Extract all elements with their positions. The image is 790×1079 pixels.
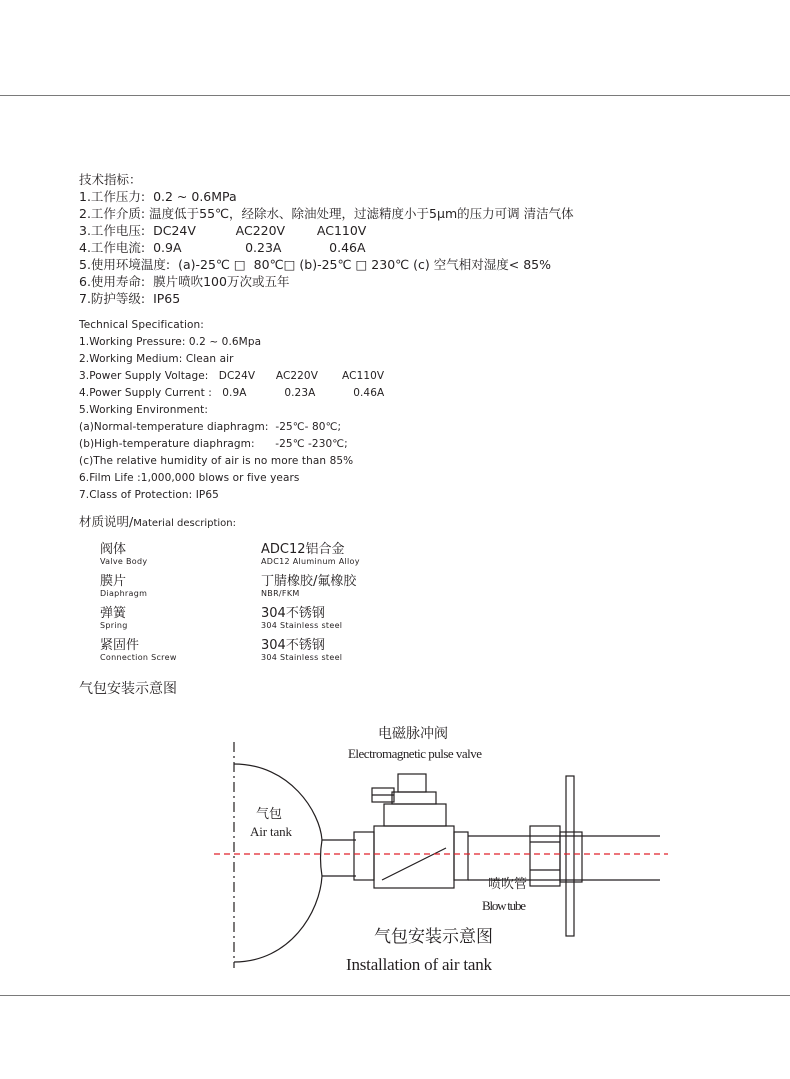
spec-en-line: 4.Power Supply Current : 0.9A 0.23A 0.46A — [79, 387, 385, 399]
part-name-en: Spring — [100, 621, 128, 630]
diagram-heading: 气包安装示意图 — [79, 681, 177, 697]
spec-en-line: (b)High-temperature diaphragm: -25℃ -230℃; — [79, 438, 348, 450]
valve-inlet-flange — [354, 832, 374, 880]
part-name-cn: 阀体 — [100, 542, 127, 557]
solenoid-coil — [398, 774, 426, 792]
coupling-sleeve — [560, 832, 582, 882]
material-part — [100, 542, 147, 566]
valve-label-en: Electromagnetic pulse valve — [348, 746, 482, 761]
spec-en-line: (c)The relative humidity of air is no more than 85% — [79, 455, 354, 467]
part-name-cn: 膜片 — [100, 574, 127, 589]
material-value — [261, 606, 342, 630]
valve-diagonal — [382, 848, 446, 880]
bottom-rule — [0, 995, 790, 996]
part-name-en: Connection Screw — [100, 653, 177, 662]
valve-cap-top — [392, 792, 436, 804]
tube-label-en: Blow tube — [482, 898, 526, 913]
spec-en-title: Technical Specification: — [79, 319, 204, 331]
spec-cn-line: 7.防护等级: IP65 — [79, 291, 181, 306]
material-title — [79, 512, 236, 530]
spec-en-line: 5.Working Environment: — [79, 404, 208, 416]
spec-cn-line: 5.使用环境温度: (a)-25℃ □ 80℃□ (b)-25℃ □ 230℃ (c) 空气相对湿度< 85% — [79, 257, 552, 272]
spec-en-line: 2.Working Medium: Clean air — [79, 353, 234, 365]
spec-en-line: 3.Power Supply Voltage: DC24V AC220V AC110V — [79, 370, 385, 382]
caption-en: Installation of air tank — [346, 955, 492, 974]
part-name-en: Valve Body — [100, 557, 148, 566]
material-en: ADC12 Aluminum Alloy — [261, 557, 360, 566]
material-cn: 丁腈橡胶/氟橡胶 — [261, 574, 357, 589]
spec-cn-line: 6.使用寿命: 膜片喷吹100万次或五年 — [79, 274, 290, 289]
part-name-cn: 弹簧 — [100, 606, 127, 621]
material-title-cn: 材质说明/ — [79, 514, 134, 529]
spec-en-line: 7.Class of Protection: IP65 — [79, 489, 219, 501]
valve-label-cn: 电磁脉冲阀 — [378, 727, 448, 742]
material-part — [100, 606, 128, 630]
part-name-cn: 紧固件 — [100, 638, 140, 653]
spec-en-line: (a)Normal-temperature diaphragm: -25℃- 80℃; — [79, 421, 342, 433]
material-cn: ADC12铝合金 — [261, 542, 345, 557]
tube-label-cn: 喷吹管 — [488, 876, 528, 891]
material-title-en: Material description: — [133, 518, 236, 529]
valve-cap — [384, 804, 446, 826]
spec-en-line: 6.Film Life :1,000,000 blows or five years — [79, 472, 300, 484]
caption-cn: 气包安装示意图 — [374, 927, 493, 946]
coupling-nut — [530, 826, 560, 886]
tank-neck — [321, 840, 323, 876]
top-rule — [0, 95, 790, 96]
installation-diagram — [0, 712, 790, 1012]
spec-en-line: 1.Working Pressure: 0.2 ~ 0.6Mpa — [79, 336, 262, 348]
material-part — [100, 574, 147, 598]
spec-cn-line: 2.工作介质: 温度低于55℃，经除水、除油处理，过滤精度小于5μm的压力可调 清洁气体 — [79, 206, 574, 221]
spec-cn-line: 4.工作电流: 0.9A 0.23A 0.46A — [79, 240, 366, 255]
part-name-en: Diaphragm — [100, 589, 148, 598]
material-value — [261, 638, 342, 662]
material-value — [261, 542, 360, 566]
material-part — [100, 638, 177, 662]
wall-plate — [566, 776, 574, 936]
spec-cn-title: 技术指标： — [79, 172, 142, 187]
material-cn: 304不锈钢 — [261, 606, 325, 621]
spec-en-section — [79, 317, 384, 504]
material-en: 304 Stainless steel — [261, 621, 343, 630]
spec-cn-section — [79, 171, 574, 307]
tank-label-en: Air tank — [250, 824, 292, 839]
tank-label-cn: 气包 — [256, 806, 283, 821]
material-value — [261, 574, 356, 598]
air-tank-outline — [234, 764, 356, 962]
valve-body — [374, 826, 454, 888]
spec-cn-line: 3.工作电压: DC24V AC220V AC110V — [79, 223, 367, 238]
material-en: 304 Stainless steel — [261, 653, 343, 662]
material-cn: 304不锈钢 — [261, 638, 325, 653]
valve-outlet-flange — [454, 832, 468, 880]
material-en: NBR/FKM — [261, 589, 300, 598]
spec-cn-line: 1.工作压力: 0.2 ~ 0.6MPa — [79, 189, 237, 204]
